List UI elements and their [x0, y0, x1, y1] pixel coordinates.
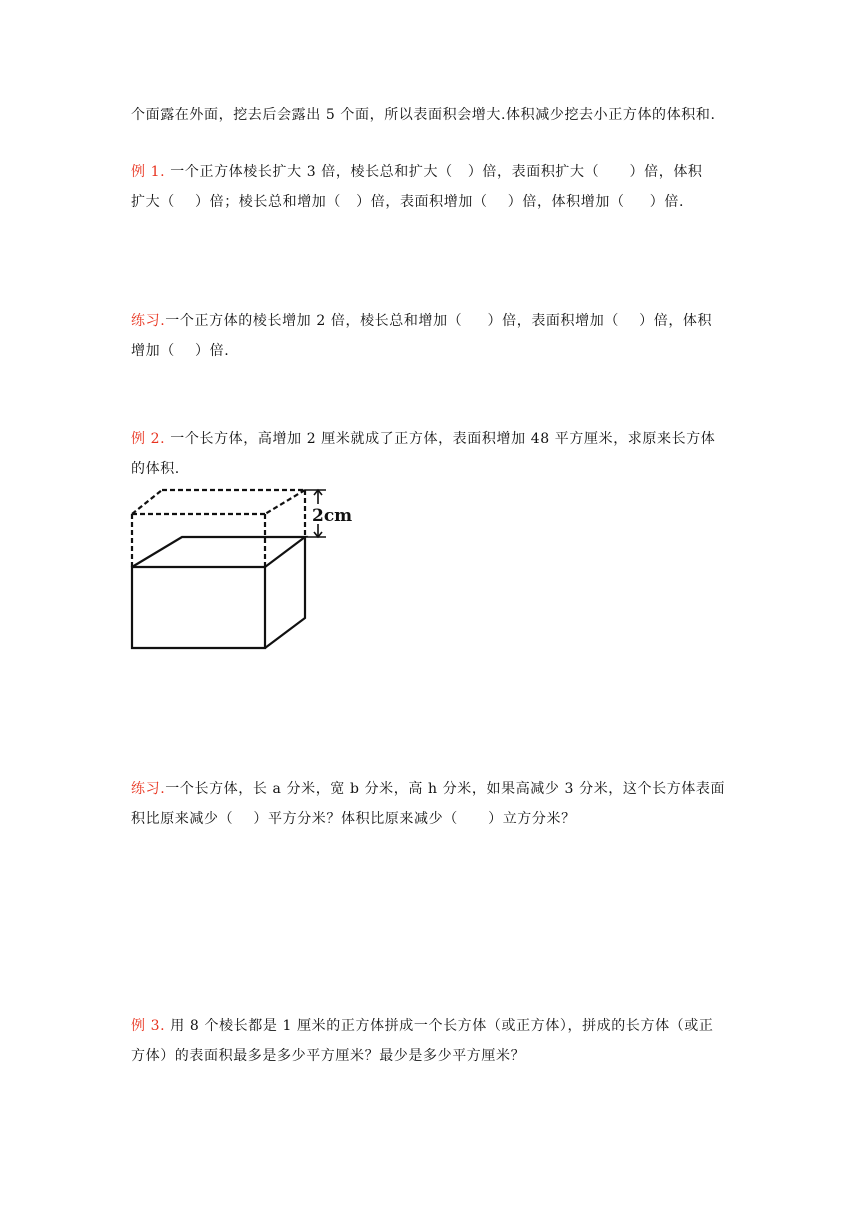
box-figure	[128, 484, 358, 656]
example1-label: 例 1.	[131, 164, 166, 180]
example2-text2: 的体积.	[131, 461, 180, 477]
example2-line2	[131, 459, 180, 479]
example3-line1	[131, 1016, 713, 1036]
example3-line2	[131, 1046, 525, 1066]
practice1-label: 练习.	[131, 313, 166, 329]
practice2-label: 练习.	[131, 781, 166, 797]
practice1-text1: 一个正方体的棱长增加 2 倍，棱长总和增加（ ）倍，表面积增加（ ）倍，体积	[165, 313, 713, 329]
practice1-line1	[131, 311, 712, 331]
intro-line	[131, 105, 716, 125]
dimension-label: 2cm	[312, 506, 353, 526]
practice1-line2	[131, 341, 229, 361]
example2-label: 例 2.	[131, 431, 166, 447]
example1-text1: 一个正方体棱长扩大 3 倍，棱长总和扩大（ ）倍，表面积扩大（ ）倍，体积	[165, 164, 703, 180]
practice1-text2: 增加（ ）倍.	[131, 343, 230, 359]
intro-text: 个面露在外面，挖去后会露出 5 个面，所以表面积会增大.体积减少挖去小正方体的体积和.	[131, 107, 716, 123]
example1-line1	[131, 162, 703, 182]
practice2-line2	[131, 809, 576, 829]
practice2-line1	[131, 779, 725, 799]
example2-text1: 一个长方体，高增加 2 厘米就成了正方体，表面积增加 48 平方厘米，求原来长方体	[165, 431, 716, 447]
example3-label: 例 3.	[131, 1018, 166, 1034]
example1-line2	[131, 192, 684, 212]
example1-text2: 扩大（ ）倍；棱长总和增加（ ）倍，表面积增加（ ）倍，体积增加（ ）倍.	[131, 194, 685, 210]
example2-line1	[131, 429, 715, 449]
example3-text1: 用 8 个棱长都是 1 厘米的正方体拼成一个长方体（或正方体），拼成的长方体（或正	[165, 1018, 714, 1034]
practice2-text2: 积比原来减少（ ）平方分米？体积比原来减少（ ）立方分米？	[131, 811, 576, 827]
example3-text2: 方体）的表面积最多是多少平方厘米？最少是多少平方厘米？	[131, 1048, 526, 1064]
cuboid-solid-outline	[132, 537, 305, 648]
practice2-text1: 一个长方体，长 a 分米，宽 b 分米，高 h 分米，如果高减少 3 分米，这个长方体表面	[165, 781, 726, 797]
